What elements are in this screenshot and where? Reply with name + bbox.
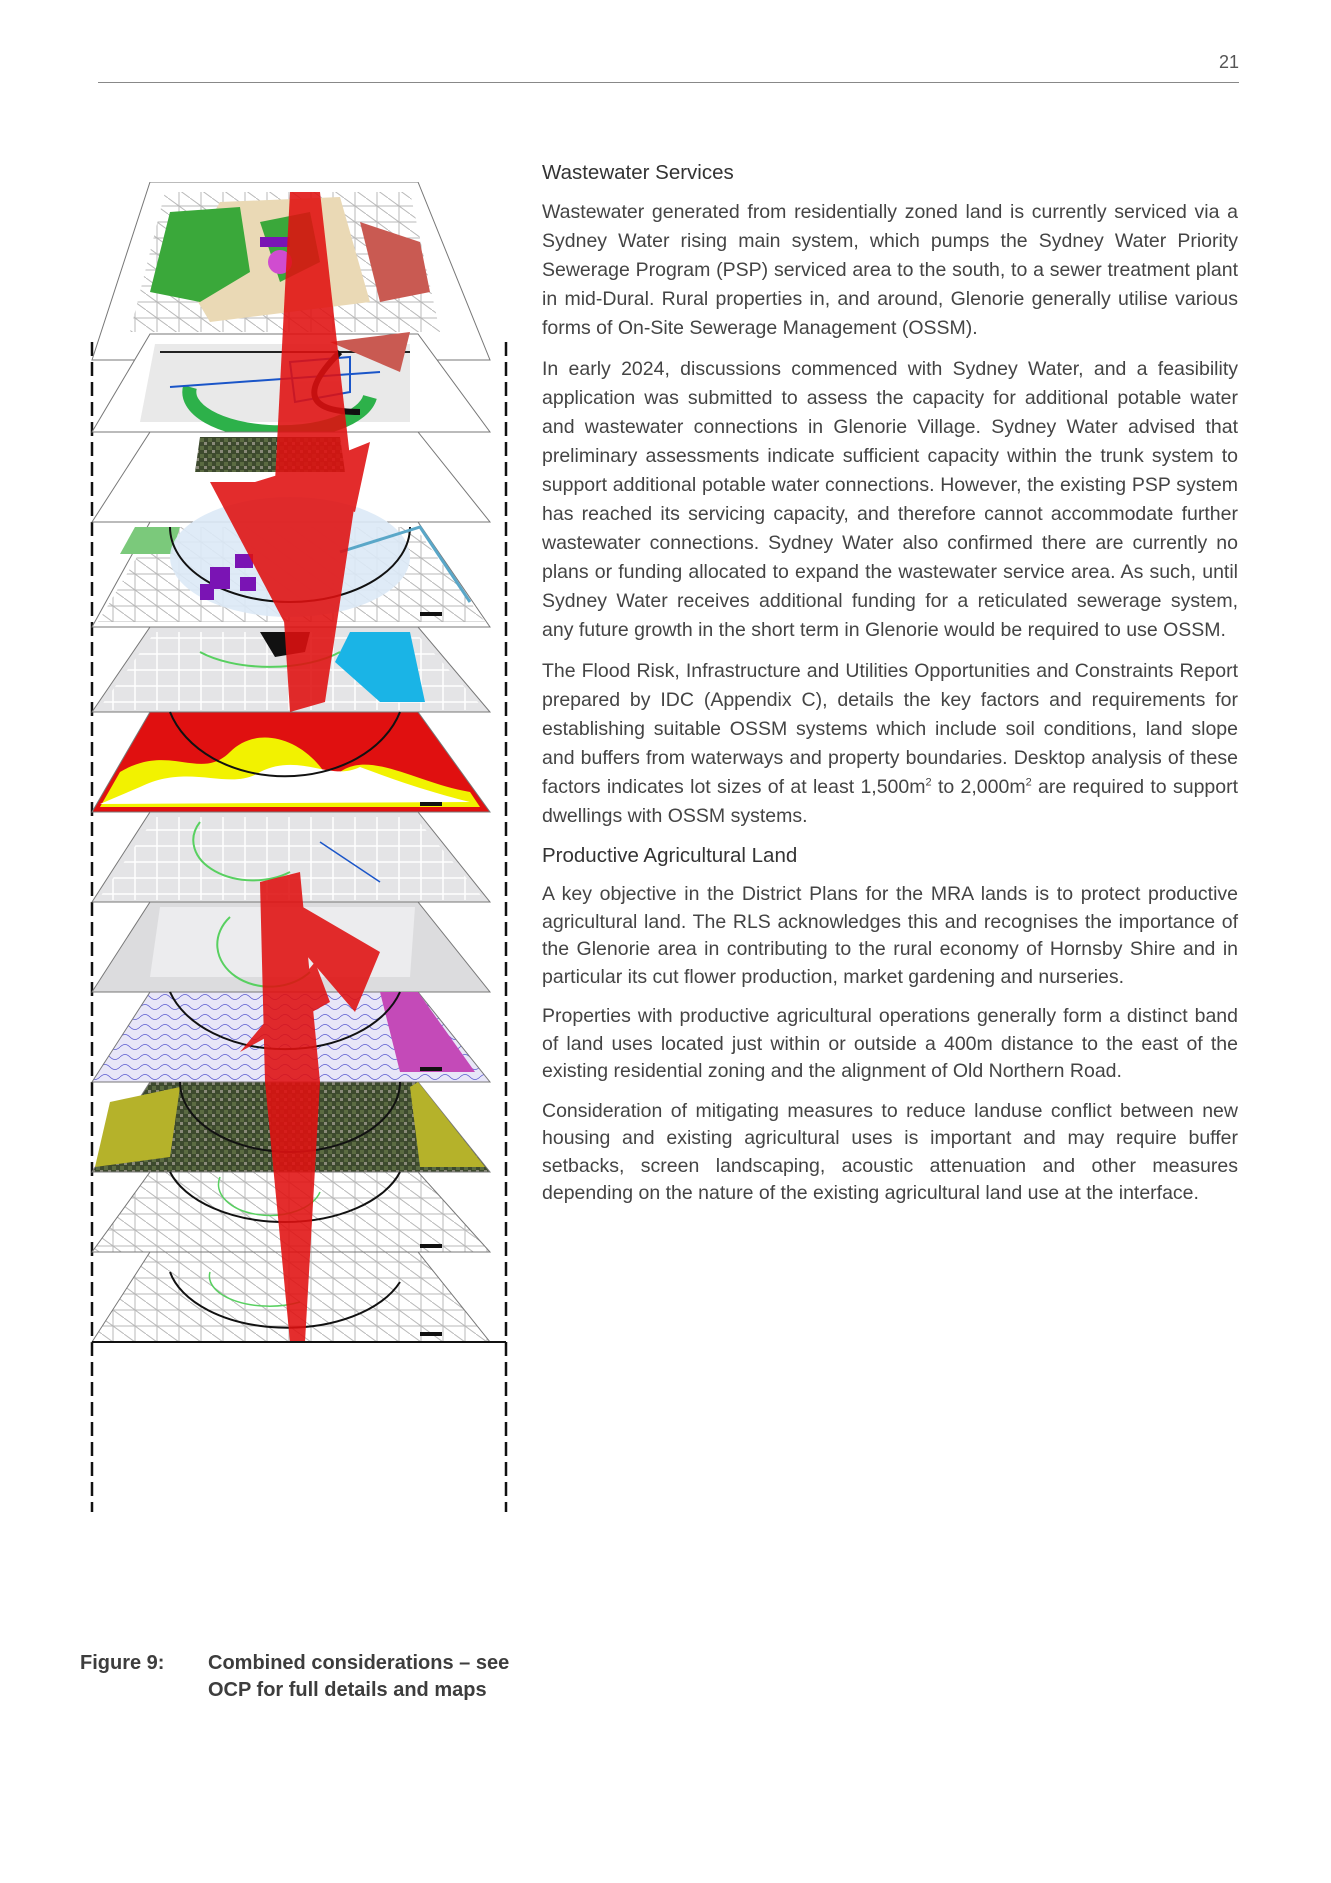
- ossm-text-before: The Flood Risk, Infrastructure and Utilities Opportunities and Constraints Report prepared by IDC (Appendix C), details the key factors and requirements for establishing suitable OSSM systems which include soil conditions, land slope and buffers from waterways and property boundaries. Desktop analysis of these factors indicates lot sizes of at least 1,500m: [542, 660, 1238, 798]
- paragraph: Wastewater generated from residentially zoned land is currently serviced via a Sydney Water rising main system, which pumps the Sydney Water Priority Sewerage Program (PSP) serviced area to the south, to a sewer treatment plant in mid-Dural. Rural properties in, and around, Glenorie generally utilise various forms of On-Site Sewerage Management (OSSM).: [542, 201, 1238, 339]
- layer-stack-illustration: [80, 182, 520, 1632]
- page-number: 21: [1218, 52, 1239, 72]
- paragraph: Consideration of mitigating measures to reduce landuse conflict between new housing and existing agricultural uses is important and may require buffer setbacks, screen landscaping, acoustic attenuation and other measures depending on the nature of the existing agricultural land use at the interface.: [542, 1099, 1238, 1204]
- superscript-2: 2: [925, 776, 932, 789]
- header-rule: [98, 82, 1239, 83]
- ossm-text-after: are required to support dwellings with OSSM systems.: [542, 776, 1239, 827]
- figure-9-layer-stack: [80, 182, 520, 1632]
- ossm-text-middle: to 2,000m: [931, 776, 1026, 798]
- paragraph: Properties with productive agricultural operations generally form a distinct band of land uses located just within or outside a 400m distance to the east of the existing residential zoning and the alignment of Old Northern Road.: [542, 1005, 1238, 1082]
- paragraph-ossm: [542, 657, 1238, 831]
- section-heading-agricultural: Productive Agricultural Land: [542, 844, 798, 867]
- main-content: [542, 160, 1238, 1220]
- paragraph: In early 2024, discussions commenced with Sydney Water, and a feasibility application was submitted to assess the capacity for additional potable water and wastewater connections in Glenorie Village. Sydney Water advised that preliminary assessments indicate sufficient capacity within the trunk system to support additional potable water connections. However, the existing PSP system has reached its servicing capacity, and therefore cannot accommodate further wastewater connections. Sydney Water also confirmed there are currently no plans or funding allocated to expand the wastewater service area. As such, until Sydney Water receives additional funding for a reticulated sewerage system, any future growth in the short term in Glenorie would be required to use OSSM.: [542, 358, 1238, 641]
- figure-label: Figure 9:: [80, 1652, 165, 1674]
- layer-bushfire: [92, 712, 490, 812]
- superscript-2: 2: [1025, 776, 1032, 789]
- section-heading-wastewater: Wastewater Services: [542, 161, 734, 184]
- paragraph: A key objective in the District Plans for the MRA lands is to protect productive agricultural land. The RLS acknowledges this and recognises the importance of the Glenorie area in contributing to the rural economy of Hornsby Shire and in particular its cut flower production, market gardening and nurseries.: [542, 883, 1238, 988]
- figure-caption-text: Combined considerations – see OCP for full details and maps: [208, 1652, 510, 1701]
